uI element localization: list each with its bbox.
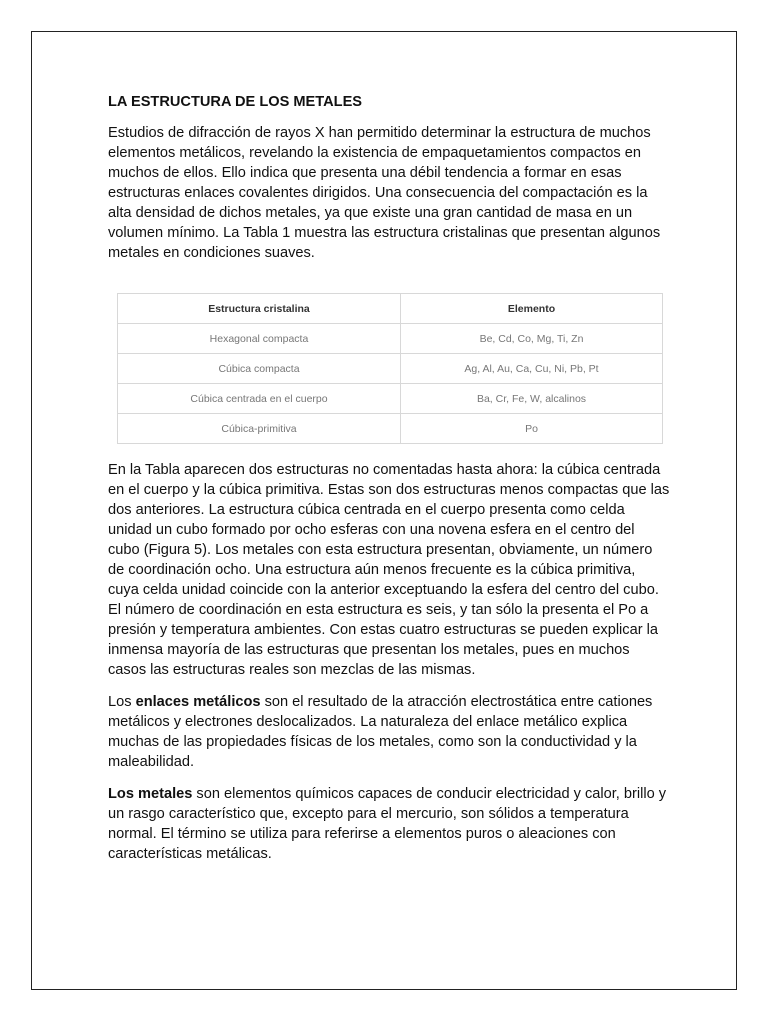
- table-cell-element: Po: [401, 414, 663, 444]
- table-cell-structure: Cúbica compacta: [118, 354, 401, 384]
- paragraph-third-lead: Los: [108, 694, 136, 710]
- table-row: [118, 324, 663, 354]
- document-content: [108, 92, 670, 864]
- paragraph-fourth: [108, 784, 670, 864]
- header-structure: Estructura cristalina: [118, 294, 401, 324]
- table-cell-structure: Cúbica centrada en el cuerpo: [118, 384, 401, 414]
- paragraph-third-bold: enlaces metálicos: [135, 694, 261, 710]
- crystal-structure-table: [117, 293, 663, 444]
- paragraph-third-rest: son el resultado de la atracción electrostática entre cationes metálicos y electrones deslocalizados. La naturaleza del enlace metálico explica muchas de las propiedades físicas de los metales, como son la conductividad y la maleabilidad.: [108, 694, 653, 770]
- table-cell-element: Be, Cd, Co, Mg, Ti, Zn: [401, 324, 663, 354]
- document-page: [31, 31, 737, 990]
- table-row: [118, 384, 663, 414]
- table-header-row: [118, 294, 663, 324]
- table-cell-structure: Hexagonal compacta: [118, 324, 401, 354]
- table-cell-element: Ba, Cr, Fe, W, alcalinos: [401, 384, 663, 414]
- document-title: LA ESTRUCTURA DE LOS METALES: [108, 94, 363, 110]
- paragraph-third: [108, 692, 670, 772]
- header-element: Elemento: [401, 294, 663, 324]
- paragraph-second: En la Tabla aparecen dos estructuras no comentadas hasta ahora: la cúbica centrada en el cuerpo y la cúbica primitiva. Estas son dos estructuras menos compactas que las dos anteriores. La estructura cúbica centrada en el cuerpo presenta como celda unidad un cubo formado por ocho esferas con una novena esfera en el centro del cubo (Figura 5). Los metales con esta estructura presentan, obviamente, un número de coordinación ocho. Una estructura aún menos frecuente es la cúbica primitiva, cuya celda unidad coincide con la anterior exceptuando la esfera del centro del cubo. El número de coordinación en esta estructura es seis, y tan sólo la presenta el Po a presión y temperatura ambientes. Con estas cuatro estructuras se pueden explicar la inmensa mayoría de las estructuras que presentan los metales, pues en muchos casos las estructuras reales son mezclas de las mismas.: [108, 462, 670, 678]
- paragraph-fourth-rest: son elementos químicos capaces de conducir electricidad y calor, brillo y un rasgo característico que, excepto para el mercurio, son sólidos a temperatura normal. El término se utiliza para referirse a elementos puros o aleaciones con características metálicas.: [108, 786, 667, 862]
- table-row: [118, 414, 663, 444]
- table-cell-structure: Cúbica-primitiva: [118, 414, 401, 444]
- paragraph-fourth-bold: Los metales: [108, 786, 193, 802]
- table-row: [118, 354, 663, 384]
- table-cell-element: Ag, Al, Au, Ca, Cu, Ni, Pb, Pt: [401, 354, 663, 384]
- paragraph-intro: Estudios de difracción de rayos X han permitido determinar la estructura de muchos elementos metálicos, revelando la existencia de empaquetamientos compactos en muchos de ellos. Ello indica que presenta una débil tendencia a formar en esas estructuras enlaces covalentes dirigidos. Una consecuencia del compactación es la alta densidad de dichos metales, ya que existe una gran cantidad de masa en un volumen mínimo. La Tabla 1 muestra las estructura cristalinas que presentan algunos metales en condiciones suaves.: [108, 125, 661, 261]
